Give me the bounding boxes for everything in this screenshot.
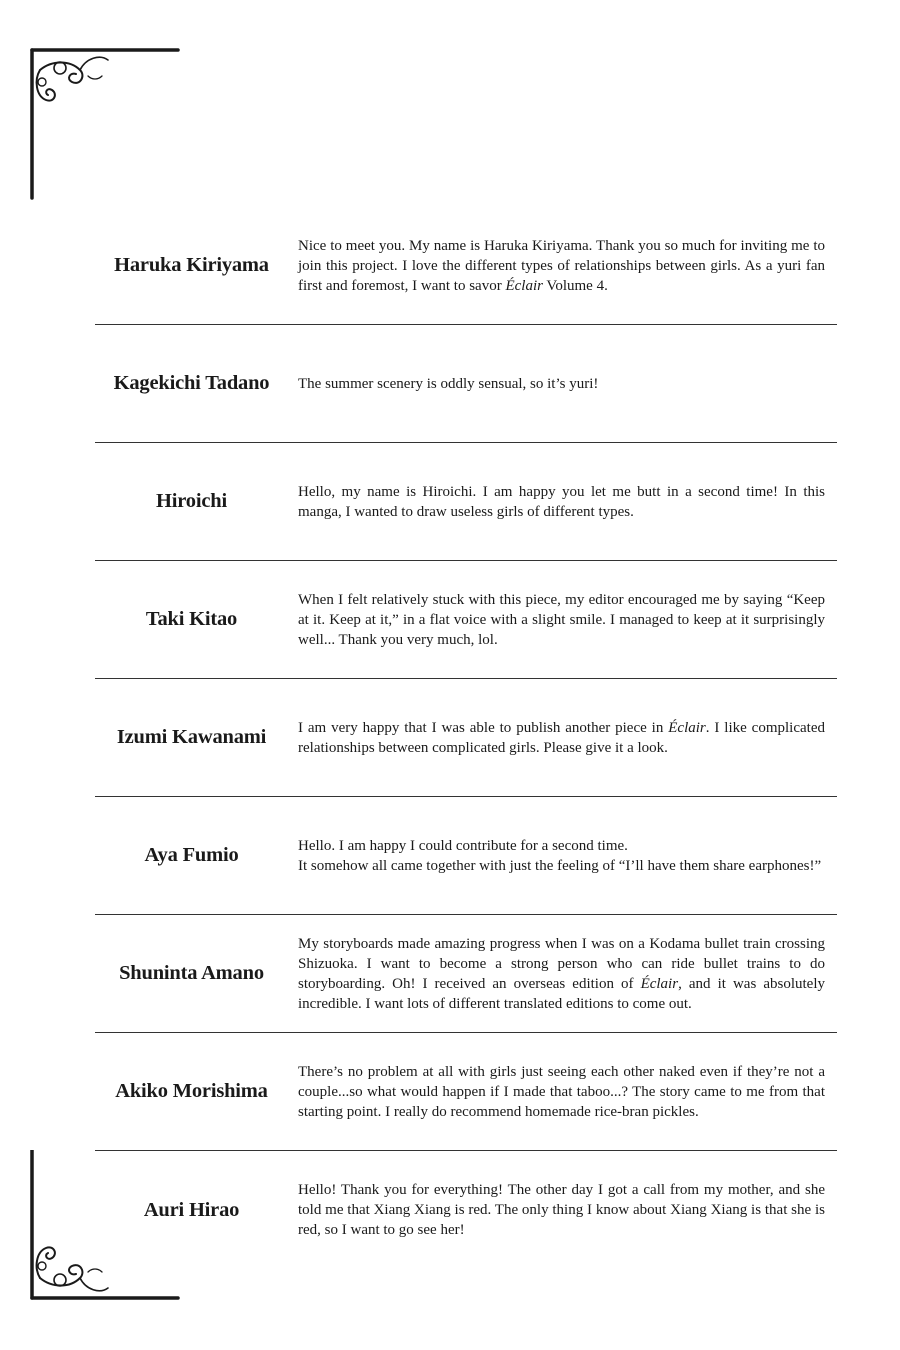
- comment-text: Nice to meet you. My name is Haruka Kiriyama. Thank you so much for inviting me to join this project. I love the different types of relationships between girls. As a yuri fan first and foremost, I want to savor: [298, 237, 825, 294]
- author-entry: [95, 1151, 837, 1269]
- comment-paragraph: [298, 1180, 825, 1240]
- comment-paragraph: [298, 374, 825, 394]
- comment-paragraph: [298, 482, 825, 522]
- corner-flourish-icon: [28, 46, 188, 206]
- author-entry: [95, 1033, 837, 1151]
- author-entry: [95, 797, 837, 915]
- title-italic: Éclair: [505, 277, 543, 294]
- comment-text: Hello! Thank you for everything! The other day I got a call from my mother, and she told me that Xiang Xiang is red. The only thing I know about Xiang Xiang is that she is red, so I want to go see her!: [298, 1182, 825, 1238]
- comment-text: . I like complicated relationships between complicated girls. Please give it a look.: [298, 719, 825, 756]
- author-entry: [95, 915, 837, 1033]
- comment-paragraph: [298, 836, 825, 856]
- author-entry: [95, 679, 837, 797]
- title-italic: Éclair: [640, 975, 679, 992]
- comment-text: Volume 4.: [542, 277, 608, 294]
- author-name: Akiko Morishima: [115, 1080, 268, 1102]
- author-comment: [298, 934, 825, 1014]
- comment-text: The summer scenery is oddly sensual, so it’s yuri!: [298, 375, 599, 392]
- comment-paragraph: [298, 718, 825, 758]
- author-entry: [95, 207, 837, 325]
- comment-paragraph: [298, 236, 825, 296]
- author-comment: [298, 374, 825, 394]
- author-name: Shuninta Amano: [119, 962, 264, 984]
- comment-text: I am very happy that I was able to publish another piece in: [298, 719, 669, 736]
- author-entry: [95, 561, 837, 679]
- comment-text: When I felt relatively stuck with this piece, my editor encouraged me by saying “Keep at it. Keep at it,” in a flat voice with a slight smile. I managed to keep at it surprisingly well... Thank you very much, lol.: [298, 591, 825, 648]
- comment-text: Hello. I am happy I could contribute for a second time.: [298, 837, 628, 854]
- author-comment: [298, 718, 825, 758]
- comment-paragraph: [298, 934, 825, 1014]
- author-name: Izumi Kawanami: [116, 726, 267, 748]
- author-comments-list: [95, 207, 837, 1269]
- comment-text: There’s no problem at all with girls just seeing each other naked even if they’re not a couple...so what would happen if I made that taboo...? The story came to me from that starting point. I really do recommend homemade rice-bran pickles.: [298, 1063, 825, 1120]
- comment-text: , and it was absolutely incredible. I want lots of different translated editions to come out.: [298, 975, 825, 1012]
- author-name: Haruka Kiriyama: [114, 254, 269, 276]
- author-comment: [298, 236, 825, 296]
- author-comment: [298, 590, 825, 650]
- title-italic: Éclair: [668, 719, 706, 736]
- author-entry: [95, 325, 837, 443]
- author-name: Hiroichi: [156, 490, 227, 512]
- author-comment: [298, 836, 825, 876]
- author-entry: [95, 443, 837, 561]
- author-comment: [298, 1180, 825, 1240]
- comment-paragraph: [298, 590, 825, 650]
- author-name: Kagekichi Tadano: [113, 372, 270, 394]
- author-name: Taki Kitao: [145, 608, 238, 630]
- comment-text: It somehow all came together with just the feeling of “I’ll have them share earphones!”: [298, 857, 822, 874]
- author-comment: [298, 482, 825, 522]
- author-name: Aya Fumio: [144, 844, 239, 866]
- comment-paragraph: [298, 1062, 825, 1122]
- comment-paragraph: [298, 856, 825, 876]
- author-comment: [298, 1062, 825, 1122]
- author-name: Auri Hirao: [143, 1198, 240, 1221]
- comment-text: My storyboards made amazing progress when I was on a Kodama bullet train crossing Shizuoka. I want to become a strong person who can ride bullet trains to do storyboarding. Oh! I received an overseas edition of: [298, 935, 825, 992]
- comment-text: Hello, my name is Hiroichi. I am happy you let me butt in a second time! In this manga, I wanted to draw useless girls of different types.: [298, 483, 825, 520]
